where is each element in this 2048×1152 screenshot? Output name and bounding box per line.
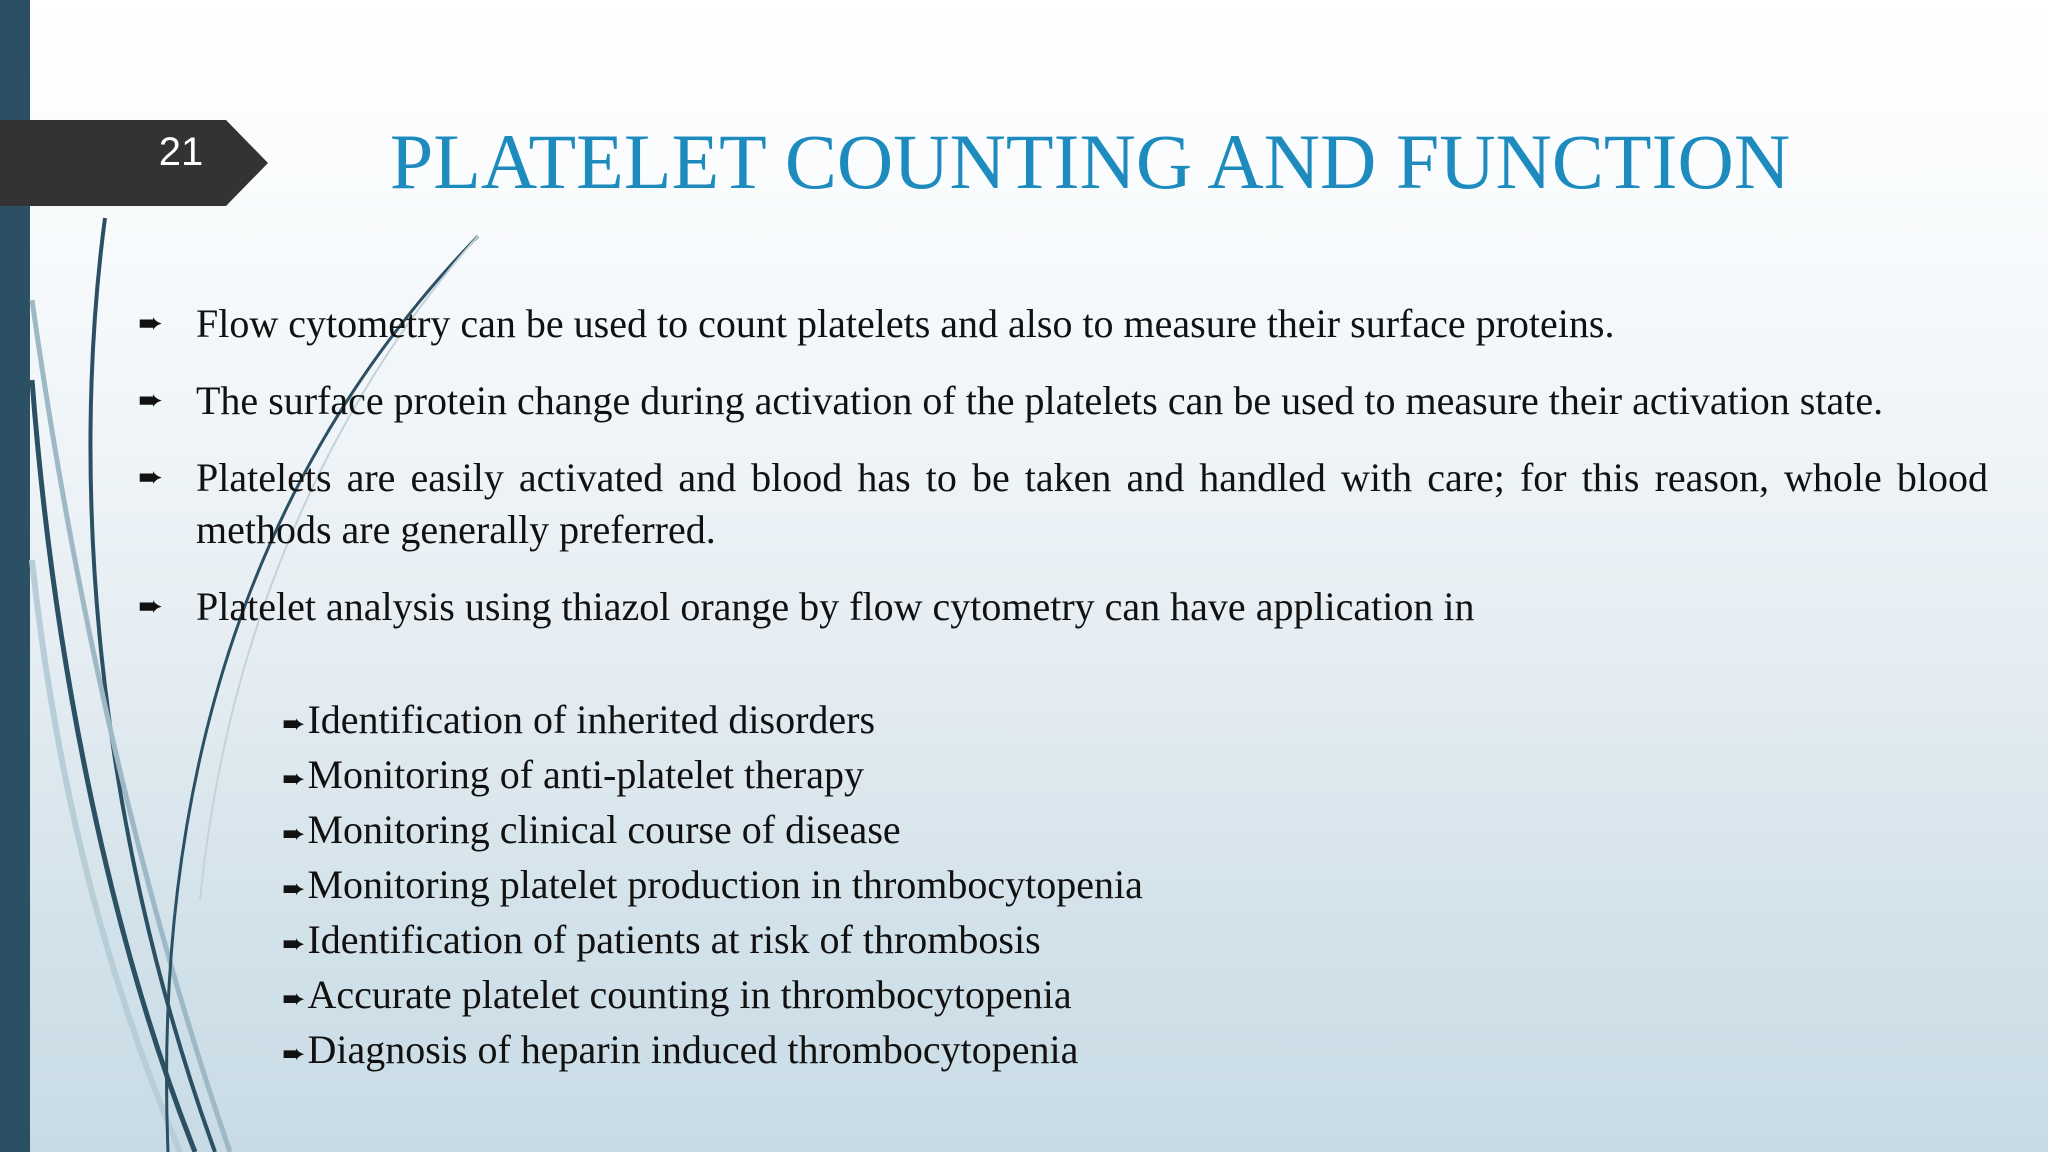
pointing-hand-icon: ➨ — [282, 872, 306, 905]
pointing-hand-icon: ➨ — [282, 982, 306, 1015]
bullet-item — [138, 452, 1988, 556]
sub-bullet-list — [282, 694, 1143, 1079]
sub-bullet-item — [282, 1024, 1143, 1079]
sub-bullet-item — [282, 914, 1143, 969]
pointing-hand-icon: ➨ — [282, 707, 306, 740]
pointing-hand-icon: ➨ — [138, 306, 164, 341]
bullet-item — [138, 298, 1988, 350]
bullet-text: Platelets are easily activated and blood has to be taken and handled with care; for this reason, whole blood methods are generally preferred. — [196, 455, 1988, 552]
slide-number: 21 — [158, 130, 204, 174]
sub-bullet-item — [282, 694, 1143, 749]
bullet-item — [138, 581, 1988, 633]
sub-bullet-text: Monitoring of anti-platelet therapy — [307, 752, 864, 797]
slide-title: PLATELET COUNTING AND FUNCTION — [389, 118, 1791, 205]
pointing-hand-icon: ➨ — [282, 927, 306, 960]
pointing-hand-icon: ➨ — [138, 383, 164, 418]
pointing-hand-icon: ➨ — [282, 817, 306, 850]
sub-bullet-item — [282, 749, 1143, 804]
sub-bullet-text: Diagnosis of heparin induced thrombocytopenia — [307, 1027, 1079, 1072]
pointing-hand-icon: ➨ — [138, 589, 164, 624]
pointing-hand-icon: ➨ — [282, 1037, 306, 1070]
sub-bullet-text: Identification of inherited disorders — [307, 697, 876, 742]
sub-bullet-item — [282, 859, 1143, 914]
bullet-item — [138, 375, 1988, 427]
bullet-text: The surface protein change during activation of the platelets can be used to measure their activation state. — [196, 378, 1884, 423]
sub-bullet-text: Monitoring platelet production in thrombocytopenia — [307, 862, 1143, 907]
bullet-text: Flow cytometry can be used to count platelets and also to measure their surface proteins. — [196, 301, 1615, 346]
slide-number-tab — [0, 120, 270, 206]
sub-bullet-text: Accurate platelet counting in thrombocytopenia — [307, 972, 1072, 1017]
pointing-hand-icon: ➨ — [138, 460, 164, 495]
sub-bullet-item — [282, 969, 1143, 1024]
pointing-hand-icon: ➨ — [282, 762, 306, 795]
bullet-list — [138, 298, 1988, 658]
sub-bullet-item — [282, 804, 1143, 859]
sub-bullet-text: Identification of patients at risk of thrombosis — [307, 917, 1041, 962]
sub-bullet-text: Monitoring clinical course of disease — [307, 807, 901, 852]
bullet-text: Platelet analysis using thiazol orange by flow cytometry can have application in — [196, 584, 1475, 629]
